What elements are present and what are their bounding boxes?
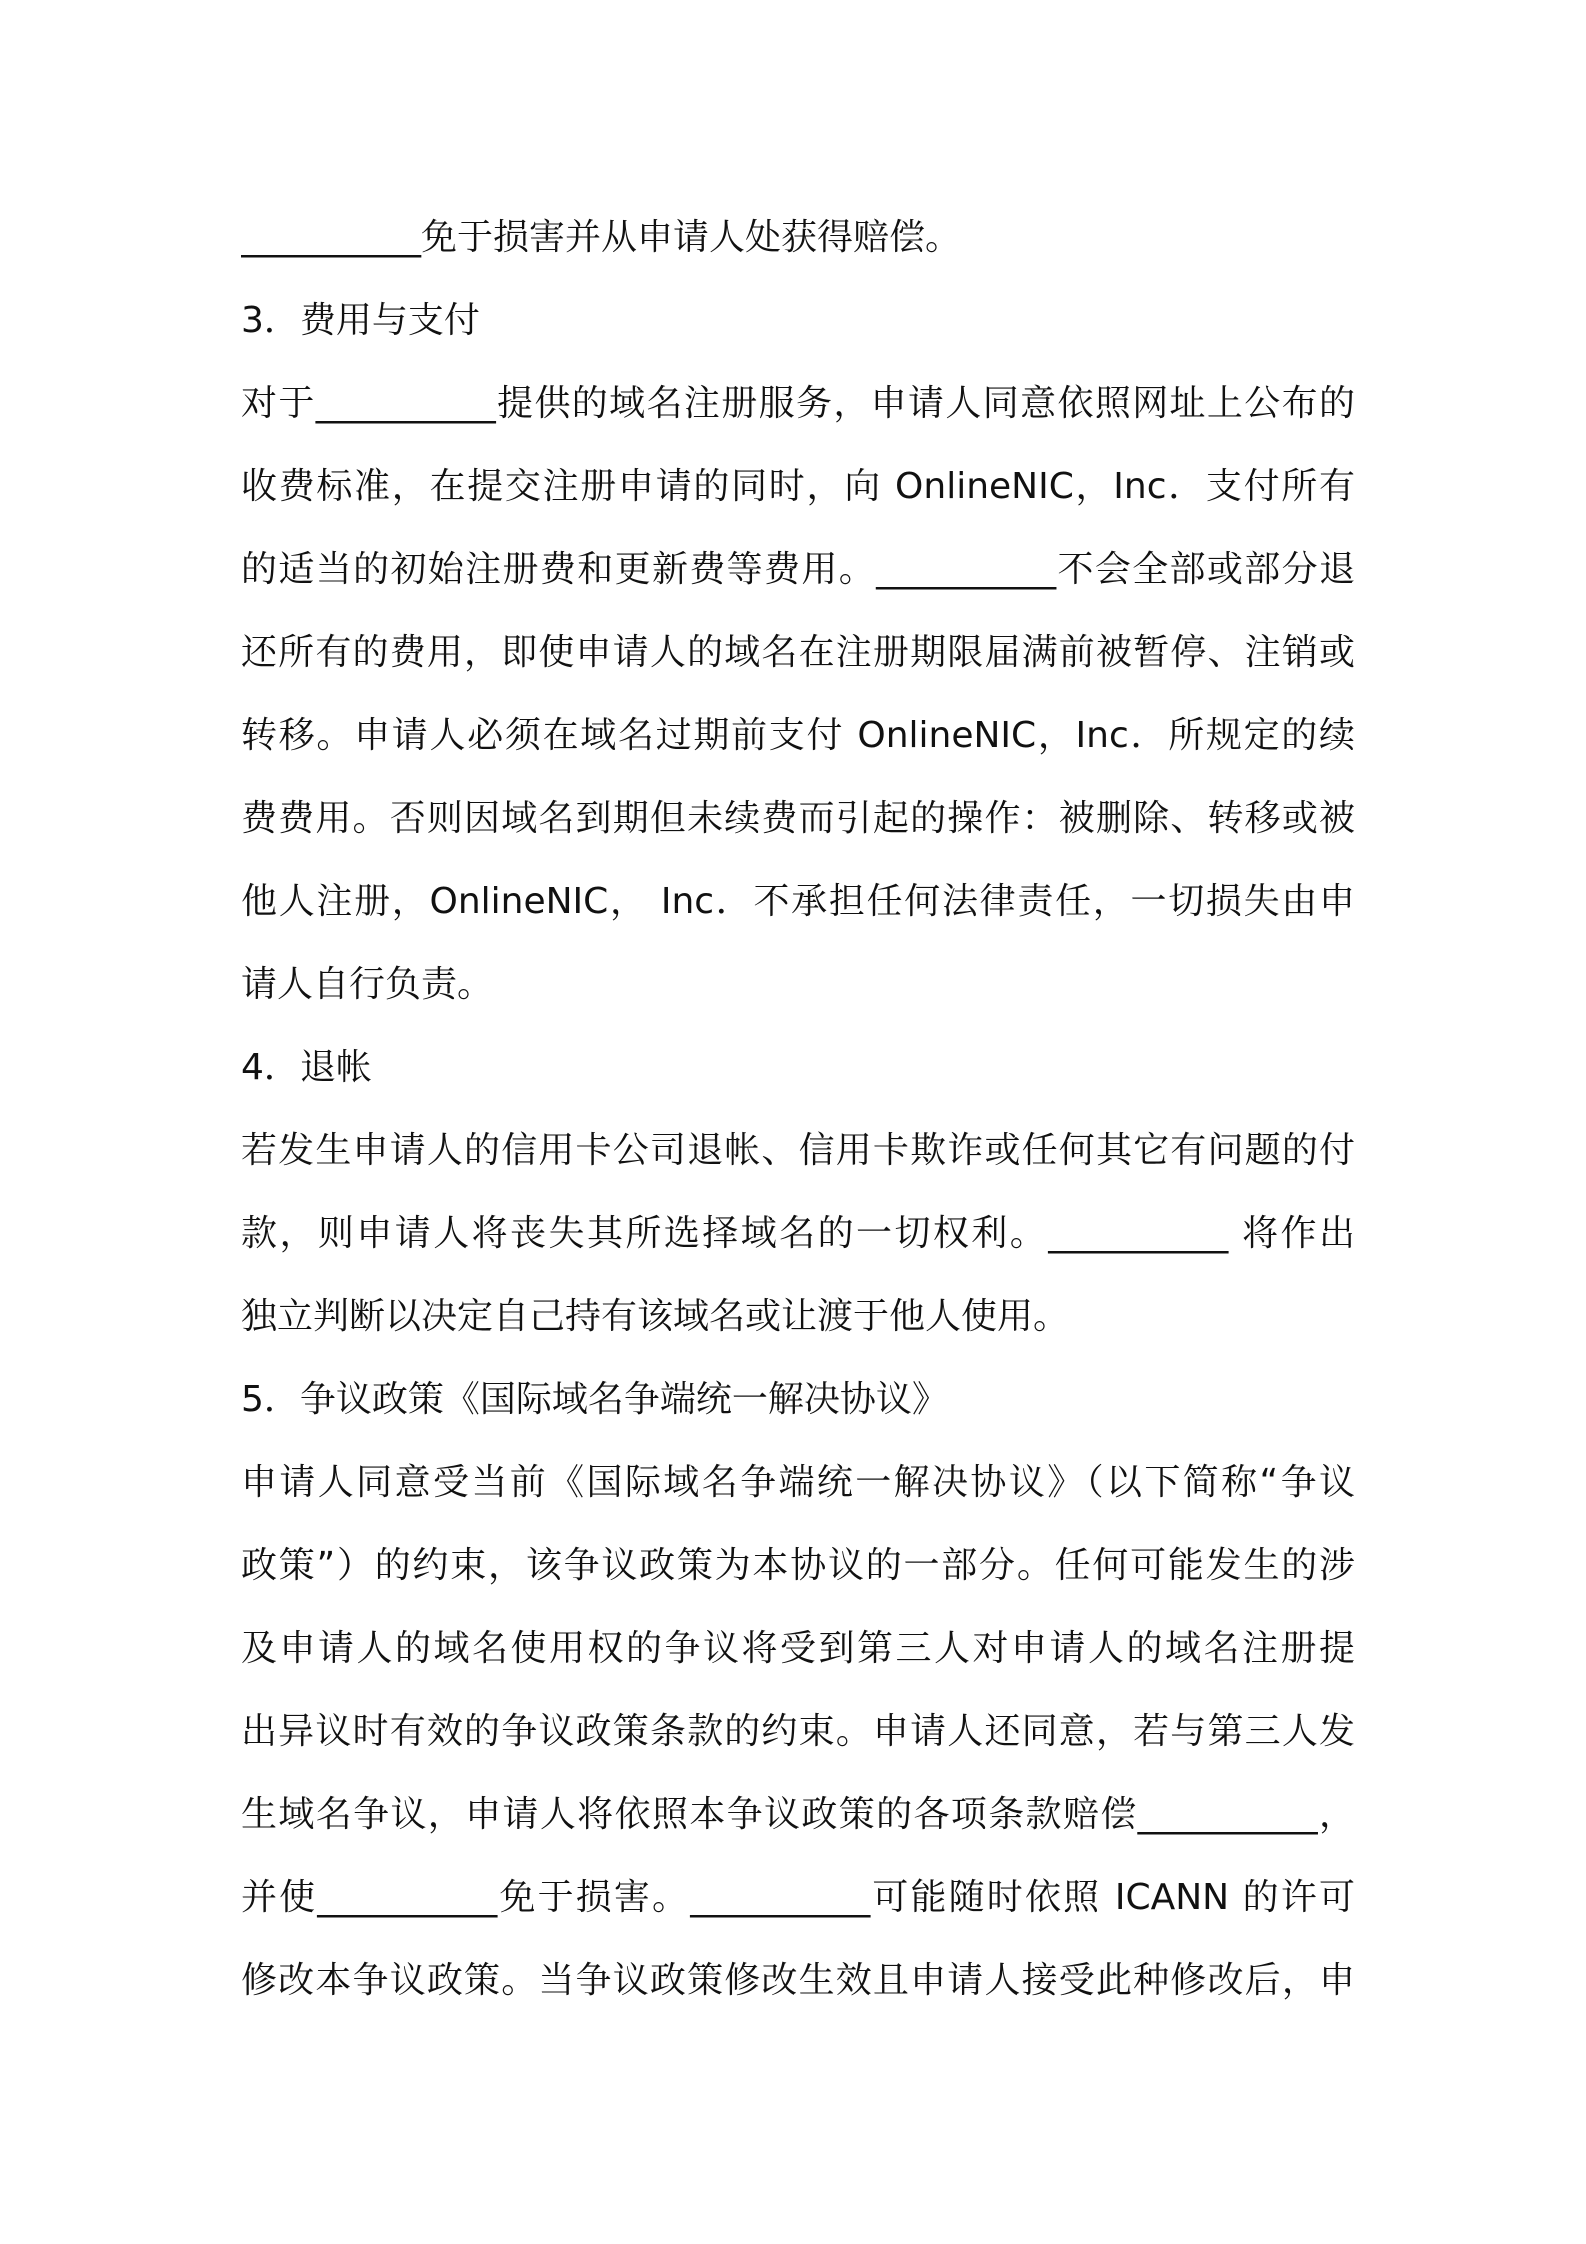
paragraph-line-8: 费费用。否则因域名到期但未续费而引起的操作：被删除、转移或被 xyxy=(241,798,1355,839)
paragraph-line-18: 及申请人的域名使用权的争议将受到第三人对申请人的域名注册提 xyxy=(241,1628,1355,1669)
paragraph-line-20: 生域名争议，申请人将依照本争议政策的各项条款赔偿__________， xyxy=(241,1794,1355,1835)
paragraph-line-19: 出异议时有效的争议政策条款的约束。申请人还同意，若与第三人发 xyxy=(241,1711,1355,1752)
paragraph-line-17: 政策”）的约束，该争议政策为本协议的一部分。任何可能发生的涉 xyxy=(241,1545,1355,1586)
section-heading-fees-and-payment: 3．费用与支付 xyxy=(241,300,480,341)
paragraph-line-22: 修改本争议政策。当争议政策修改生效且申请人接受此种修改后，申 xyxy=(241,1960,1355,2001)
section-heading-chargeback: 4．退帐 xyxy=(241,1047,372,1088)
paragraph-line-13: 款，则申请人将丧失其所选择域名的一切权利。__________ 将作出 xyxy=(241,1213,1355,1254)
paragraph-line-16: 申请人同意受当前《国际域名争端统一解决协议》（以下简称“争议 xyxy=(241,1462,1355,1503)
paragraph-line-14: 独立判断以决定自己持有该域名或让渡于他人使用。 xyxy=(241,1296,1070,1337)
paragraph-line-7: 转移。申请人必须在域名过期前支付 OnlineNIC，Inc．所规定的续 xyxy=(241,715,1355,756)
section-heading-dispute-policy: 5．争议政策《国际域名争端统一解决协议》 xyxy=(241,1379,948,1420)
paragraph-line-6: 还所有的费用，即使申请人的域名在注册期限届满前被暂停、注销或 xyxy=(241,632,1355,673)
paragraph-line-5: 的适当的初始注册费和更新费等费用。__________不会全部或部分退 xyxy=(241,549,1355,590)
paragraph-line-10: 请人自行负责。 xyxy=(241,964,494,1005)
paragraph-line-12: 若发生申请人的信用卡公司退帐、信用卡欺诈或任何其它有问题的付 xyxy=(241,1130,1355,1171)
paragraph-line-1: __________免于损害并从申请人处获得赔偿。 xyxy=(241,217,962,258)
paragraph-line-21: 并使__________免于损害。__________可能随时依照 ICANN 的许可 xyxy=(241,1877,1355,1918)
paragraph-line-4: 收费标准，在提交注册申请的同时，向 OnlineNIC，Inc．支付所有 xyxy=(241,466,1355,507)
paragraph-line-3: 对于__________提供的域名注册服务，申请人同意依照网址上公布的 xyxy=(241,383,1355,424)
paragraph-line-9: 他人注册，OnlineNIC， Inc．不承担任何法律责任，一切损失由申 xyxy=(241,881,1355,922)
document-body xyxy=(241,196,1355,2022)
